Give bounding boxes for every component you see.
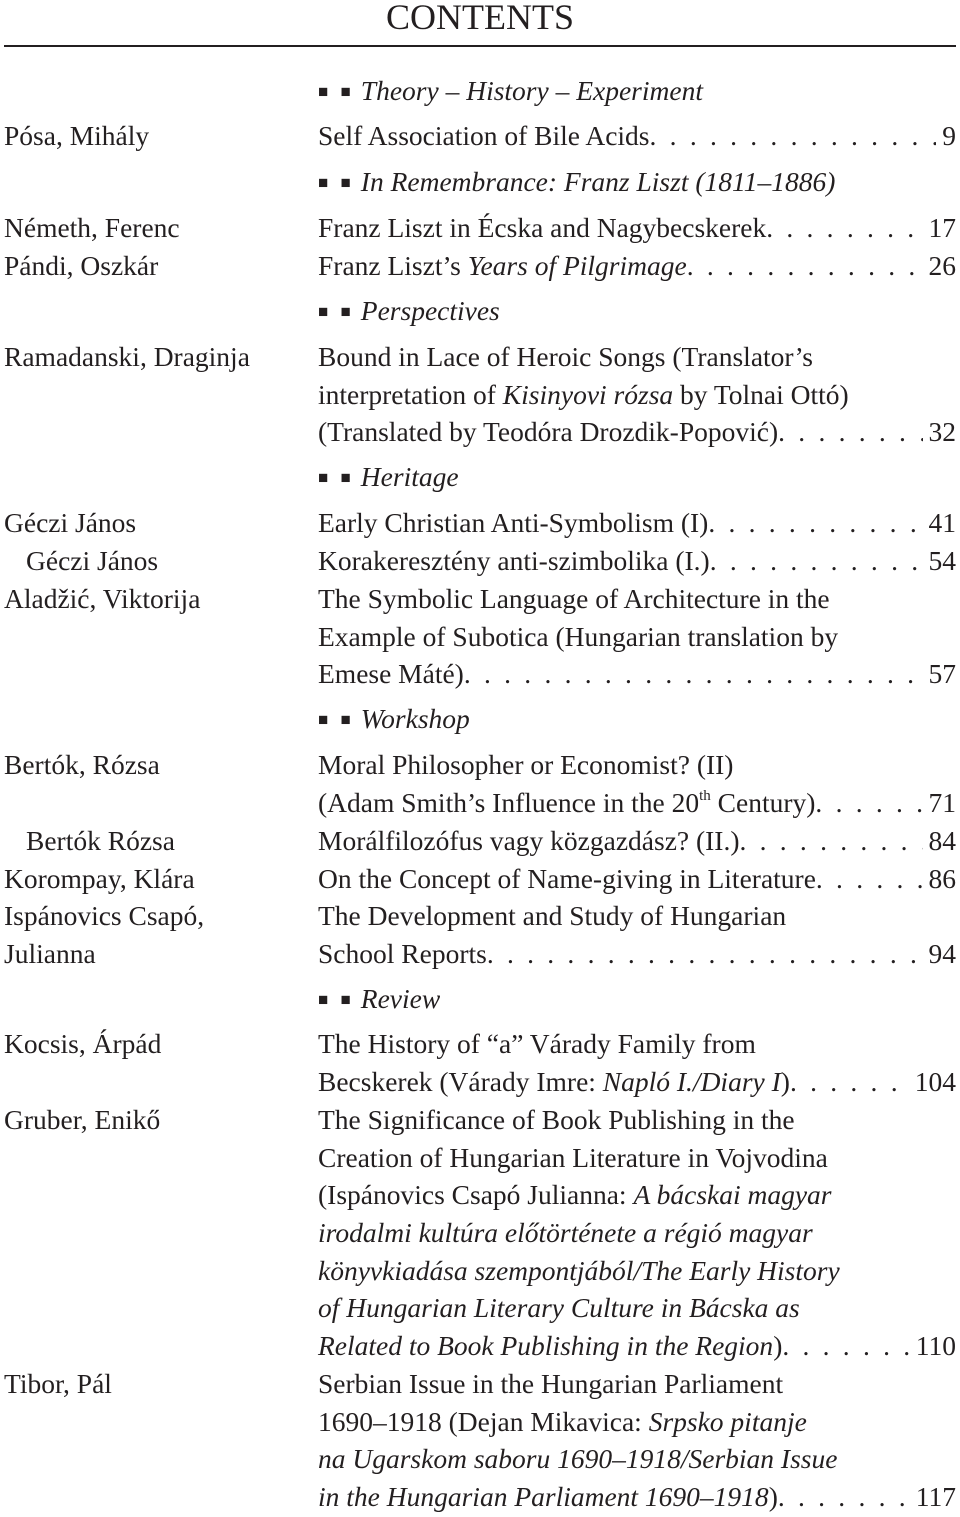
entry-title: Self Association of Bile Acids — [318, 120, 650, 151]
page-title: CONTENTS — [386, 0, 574, 37]
page-number: 57 — [928, 658, 956, 690]
section-heading-heritage — [318, 458, 459, 500]
toc-entry[interactable] — [318, 746, 956, 821]
entry-title-line: The Development and Study of Hungarian — [318, 900, 787, 931]
page-number: 41 — [928, 507, 956, 538]
toc-entry[interactable] — [318, 542, 956, 580]
entry-title-line: Creation of Hungarian Literature in Vojvodina — [318, 1141, 828, 1173]
page-number: 104 — [914, 1065, 956, 1097]
author-name: Géczi János — [4, 507, 137, 538]
author-name: Aladžić, Viktorija — [4, 583, 201, 614]
toc-entry[interactable] — [318, 860, 956, 898]
entry-title-line: na Ugarskom saboru 1690–1918/Serbian Issue — [318, 1443, 838, 1475]
entry-title-line: Example of Subotica (Hungarian translation by — [318, 620, 839, 652]
entry-title-line: (Adam Smith’s Influence in the 20th Century) — [318, 786, 816, 818]
entry-title-line: The Symbolic Language of Architecture in the — [318, 583, 830, 614]
page-number: 86 — [928, 863, 956, 894]
dot-leader — [487, 935, 923, 973]
entry-title-line: 1690–1918 (Dejan Mikavica: Srpsko pitanje — [318, 1405, 807, 1437]
section-heading-review — [318, 980, 440, 1022]
page-number: 71 — [928, 786, 956, 818]
page-number: 17 — [928, 212, 956, 243]
entry-title-line: (Translated by Teodóra Drozdik-Popović) — [318, 416, 779, 448]
section-heading-liszt — [318, 163, 835, 205]
dot-leader — [782, 1327, 909, 1365]
entry-title-line: of Hungarian Literary Culture in Bácska as — [318, 1292, 800, 1324]
section-label: Heritage — [360, 461, 459, 492]
author-name: Tibor, Pál — [4, 1368, 112, 1399]
entry-title: Franz Liszt’s Years of Pilgrimage — [318, 250, 687, 281]
dot-leader — [708, 504, 922, 542]
dot-leader — [687, 247, 923, 285]
section-bullet-icon: ■ ■ — [318, 710, 355, 729]
entry-title-line: Moral Philosopher or Economist? (II) — [318, 749, 734, 780]
author-name: Kocsis, Árpád — [4, 1028, 162, 1059]
dot-leader — [778, 1478, 910, 1516]
entry-title: Morálfilozófus vagy közgazdász? (II.) — [318, 825, 740, 856]
dot-leader — [766, 209, 922, 247]
entry-title: Franz Liszt in Écska and Nagybecskerek — [318, 212, 767, 243]
toc-entry[interactable] — [318, 247, 956, 285]
page-number: 84 — [928, 825, 956, 856]
toc-entry[interactable] — [318, 580, 956, 693]
author-name: Korompay, Klára — [4, 863, 195, 894]
toc-entry[interactable] — [318, 1101, 956, 1365]
toc-entry[interactable] — [318, 822, 956, 860]
entry-title: On the Concept of Name-giving in Literature — [318, 863, 816, 894]
toc-entry[interactable] — [318, 338, 956, 451]
page-number: 26 — [928, 250, 956, 281]
section-heading-perspectives — [318, 292, 500, 334]
author-name: Ramadanski, Draginja — [4, 341, 250, 372]
toc-entry[interactable] — [318, 1365, 956, 1516]
section-heading-theory — [318, 72, 703, 114]
author-name: Pándi, Oszkár — [4, 250, 159, 281]
dot-leader — [816, 860, 923, 898]
page-number: 9 — [942, 120, 956, 151]
section-bullet-icon: ■ ■ — [318, 82, 355, 101]
page-number: 32 — [928, 416, 956, 448]
entry-title-line: School Reports — [318, 937, 487, 969]
title-divider — [4, 45, 956, 47]
entry-title-line: Serbian Issue in the Hungarian Parliament — [318, 1368, 784, 1399]
section-label: Theory – History – Experiment — [360, 75, 703, 106]
entry-title: Korakeresztény anti-szimbolika (I.) — [318, 545, 710, 576]
toc-entry[interactable] — [318, 117, 956, 155]
section-label: In Remembrance: Franz Liszt (1811–1886) — [360, 166, 836, 197]
page-number: 110 — [915, 1330, 956, 1362]
section-heading-workshop — [318, 700, 470, 742]
toc-entry[interactable] — [318, 209, 956, 247]
entry-title-line: The History of “a” Várady Family from — [318, 1028, 756, 1059]
dot-leader — [710, 542, 923, 580]
section-label: Perspectives — [360, 295, 500, 326]
entry-title-line: könyvkiadása szempontjából/The Early History — [318, 1254, 840, 1286]
dot-leader — [778, 413, 922, 451]
section-bullet-icon: ■ ■ — [318, 302, 355, 321]
author-name: Ispánovics Csapó, Julianna — [4, 900, 205, 969]
entry-title-line: The Significance of Book Publishing in the — [318, 1104, 795, 1135]
toc-entry[interactable] — [318, 897, 956, 972]
page-number: 117 — [915, 1481, 956, 1513]
toc-entry[interactable] — [318, 1025, 956, 1100]
author-name: Bertók, Rózsa — [4, 749, 160, 780]
page-number: 94 — [928, 937, 956, 969]
dot-leader — [650, 117, 937, 155]
entry-title-line: Related to Book Publishing in the Region) — [318, 1330, 783, 1362]
page-number: 54 — [928, 545, 956, 576]
dot-leader — [790, 1063, 909, 1101]
section-label: Review — [360, 983, 441, 1014]
toc-entry[interactable] — [318, 504, 956, 542]
entry-title-line: (Ispánovics Csapó Julianna: A bácskai magyar — [318, 1179, 832, 1211]
author-name: Géczi János — [26, 545, 159, 576]
entry-title-line: Bound in Lace of Heroic Songs (Translator’s — [318, 341, 813, 372]
section-bullet-icon: ■ ■ — [318, 990, 355, 1009]
dot-leader — [739, 822, 922, 860]
entry-title-line: Becskerek (Várady Imre: Napló I./Diary I) — [318, 1065, 790, 1097]
entry-title-line: interpretation of Kisinyovi rózsa by Tolnai Ottó) — [318, 378, 849, 410]
section-label: Workshop — [360, 703, 470, 734]
entry-title: Early Christian Anti-Symbolism (I) — [318, 507, 709, 538]
section-bullet-icon: ■ ■ — [318, 173, 355, 192]
author-name: Gruber, Enikő — [4, 1104, 161, 1135]
entry-title-line: irodalmi kultúra előtörténete a régió magyar — [318, 1217, 813, 1249]
dot-leader — [815, 784, 922, 822]
entry-title-line: Emese Máté) — [318, 658, 464, 690]
section-bullet-icon: ■ ■ — [318, 468, 355, 487]
dot-leader — [464, 655, 923, 693]
author-name: Pósa, Mihály — [4, 120, 150, 151]
author-name: Németh, Ferenc — [4, 212, 180, 243]
entry-title-line: in the Hungarian Parliament 1690–1918) — [318, 1481, 778, 1513]
author-name: Bertók Rózsa — [26, 825, 175, 856]
